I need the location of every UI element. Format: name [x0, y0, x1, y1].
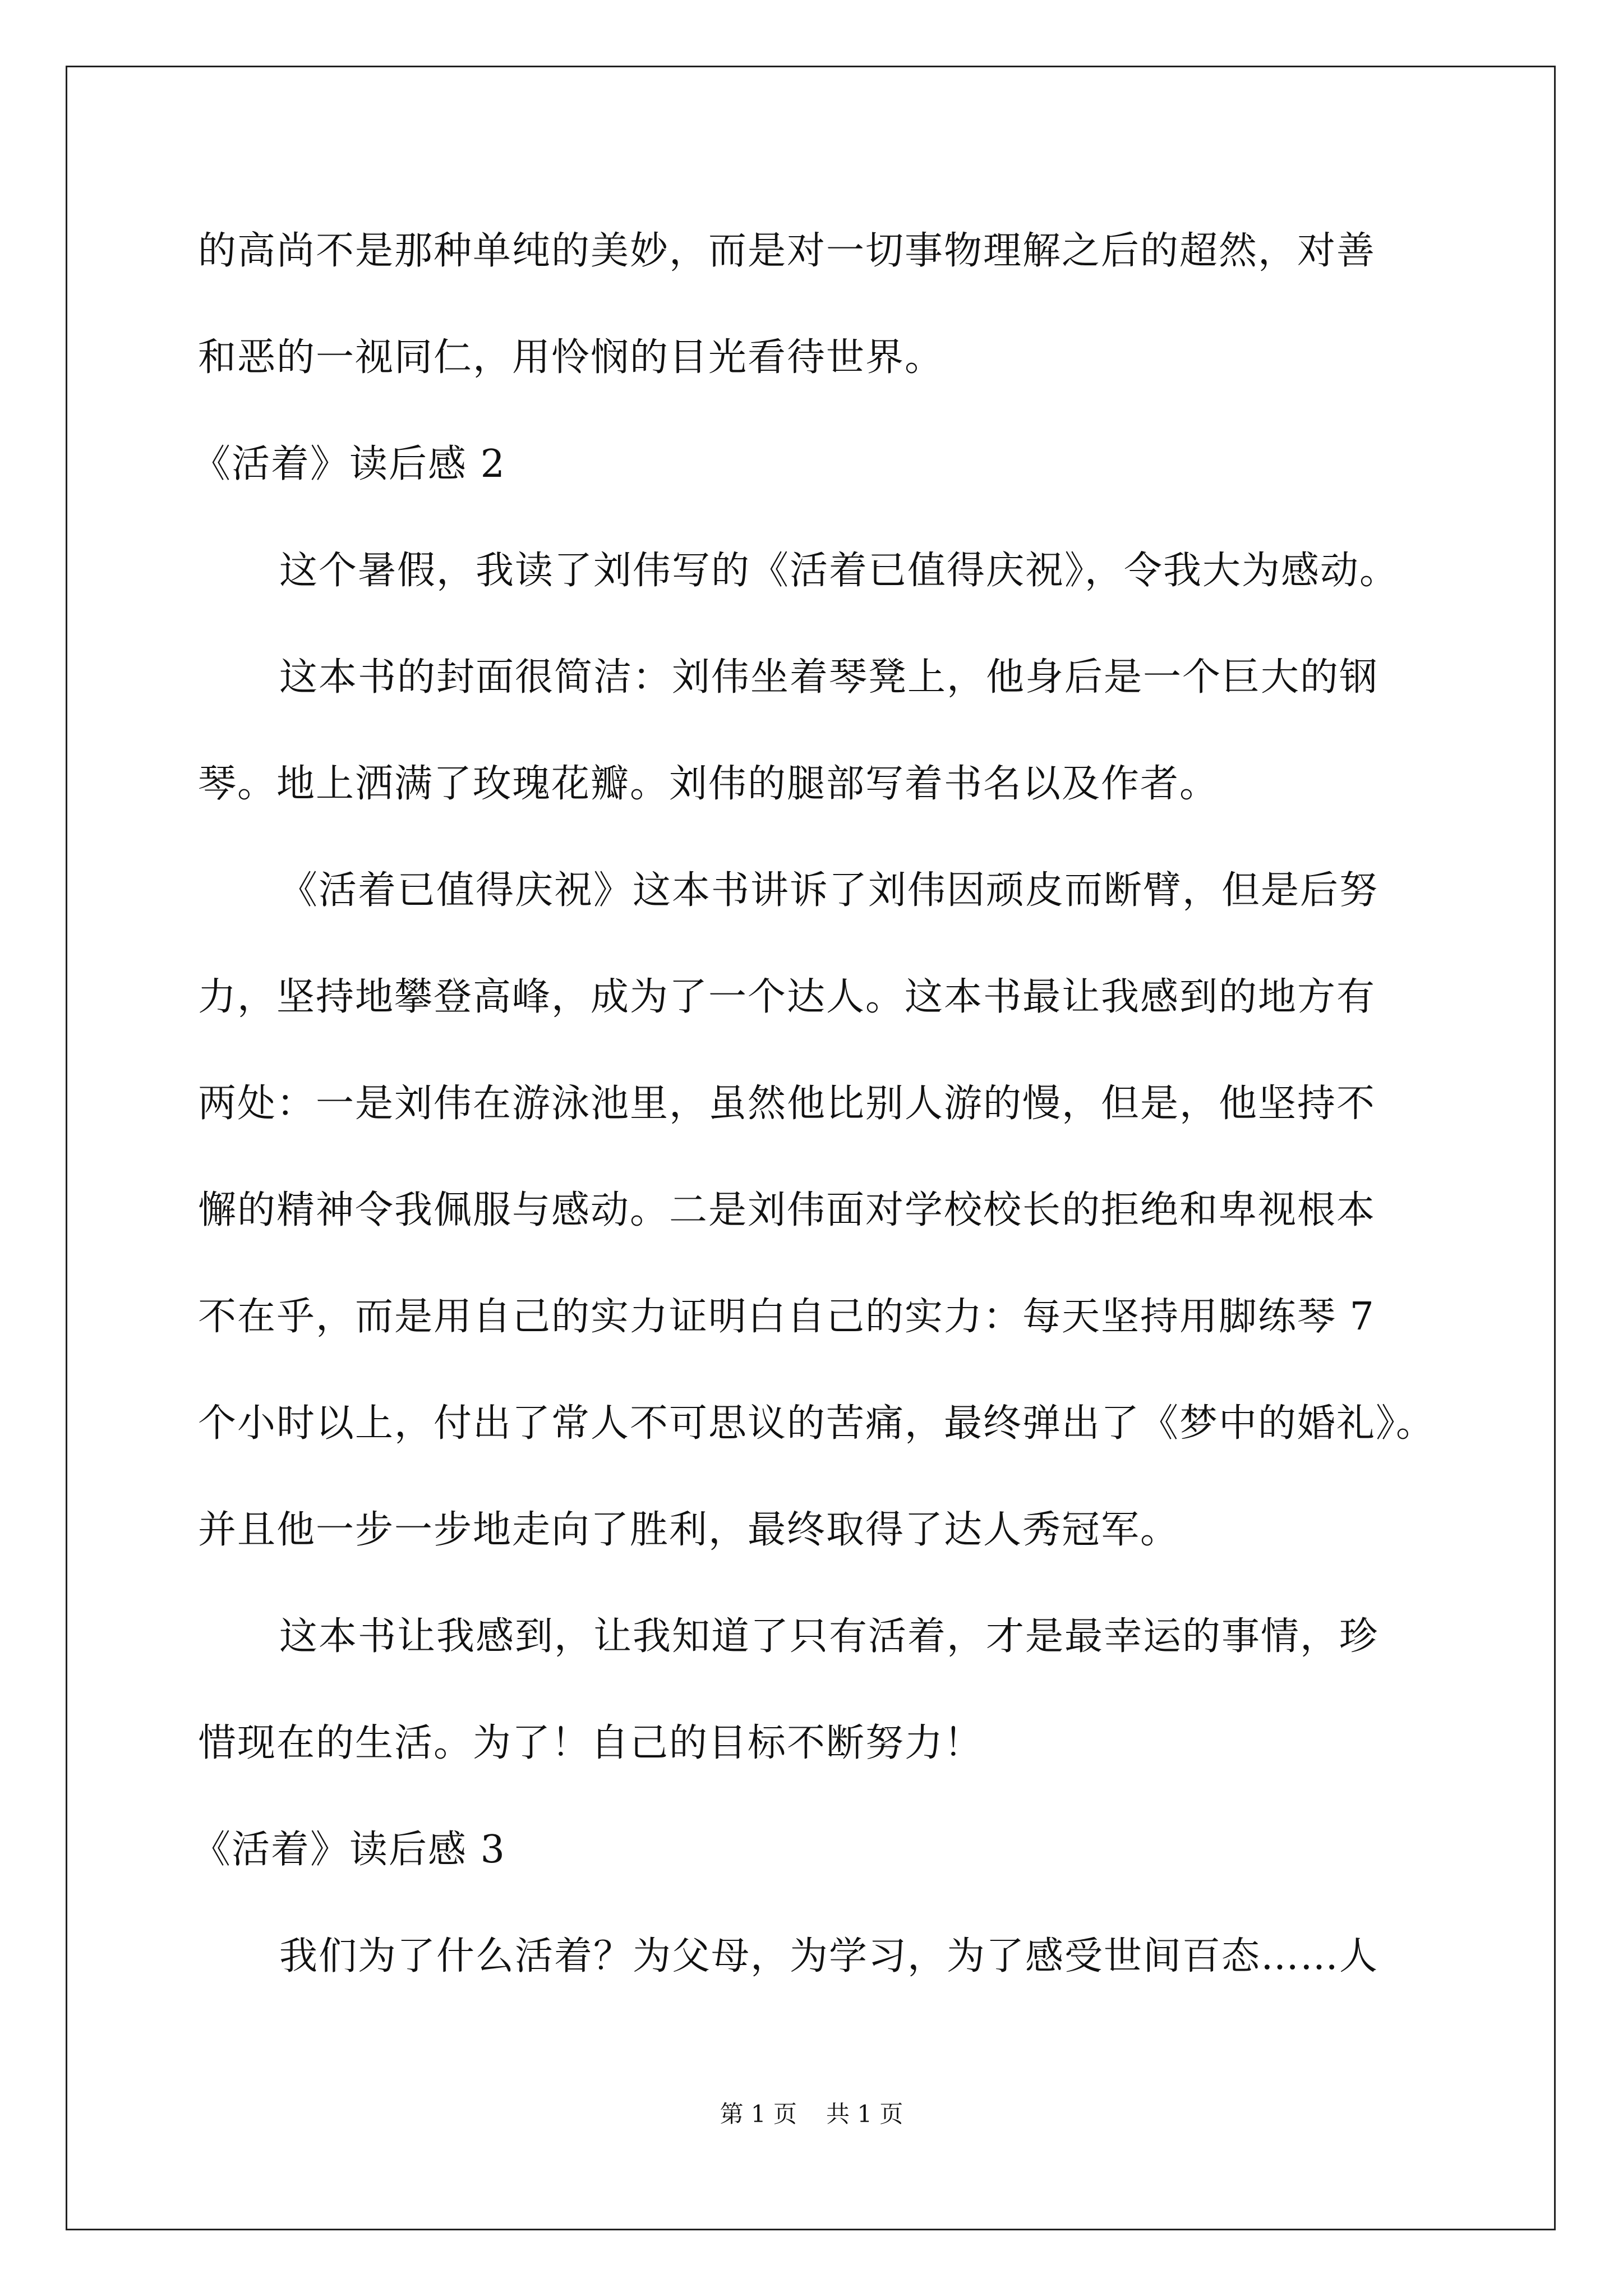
body-line: 惜现在的生活。为了！自己的目标不断努力！	[198, 1721, 984, 1765]
body-line: 力，坚持地攀登高峰，成为了一个达人。这本书最让我感到的地方有	[198, 975, 1376, 1019]
page-border	[66, 66, 1556, 2230]
section-heading: 《活着》读后感 3	[192, 1828, 506, 1872]
body-line: 这本书的封面很简洁：刘伟坐着琴凳上，他身后是一个巨大的钢	[279, 655, 1379, 700]
body-line: 并且他一步一步地走向了胜利，最终取得了达人秀冠军。	[198, 1508, 1180, 1552]
body-line: 两处：一是刘伟在游泳池里，虽然他比别人游的慢，但是，他坚持不	[198, 1082, 1376, 1126]
page-number: 第 1 页	[720, 2100, 797, 2128]
body-line: 的高尚不是那种单纯的美妙，而是对一切事物理解之后的超然，对善	[198, 229, 1376, 273]
body-line: 不在乎，而是用自己的实力证明白自己的实力：每天坚持用脚练琴 7	[198, 1295, 1375, 1339]
section-heading: 《活着》读后感 2	[192, 442, 506, 486]
body-line: 我们为了什么活着？为父母，为学习，为了感受世间百态……人	[279, 1934, 1379, 1978]
body-line: 这个暑假，我读了刘伟写的《活着已值得庆祝》，令我大为感动。	[279, 549, 1399, 593]
body-line: 琴。地上洒满了玫瑰花瓣。刘伟的腿部写着书名以及作者。	[198, 762, 1219, 806]
page-footer	[0, 2099, 1623, 2130]
body-line: 懈的精神令我佩服与感动。二是刘伟面对学校校长的拒绝和卑视根本	[198, 1188, 1376, 1232]
page-total: 共 1 页	[826, 2100, 903, 2128]
body-line: 这本书让我感到，让我知道了只有活着，才是最幸运的事情，珍	[279, 1614, 1379, 1659]
body-line: 个小时以上，付出了常人不可思议的苦痛，最终弹出了《梦中的婚礼》。	[198, 1401, 1436, 1446]
body-line: 《活着已值得庆祝》这本书讲诉了刘伟因顽皮而断臂，但是后努	[279, 868, 1379, 913]
body-line: 和恶的一视同仁，用怜悯的目光看待世界。	[198, 335, 944, 380]
